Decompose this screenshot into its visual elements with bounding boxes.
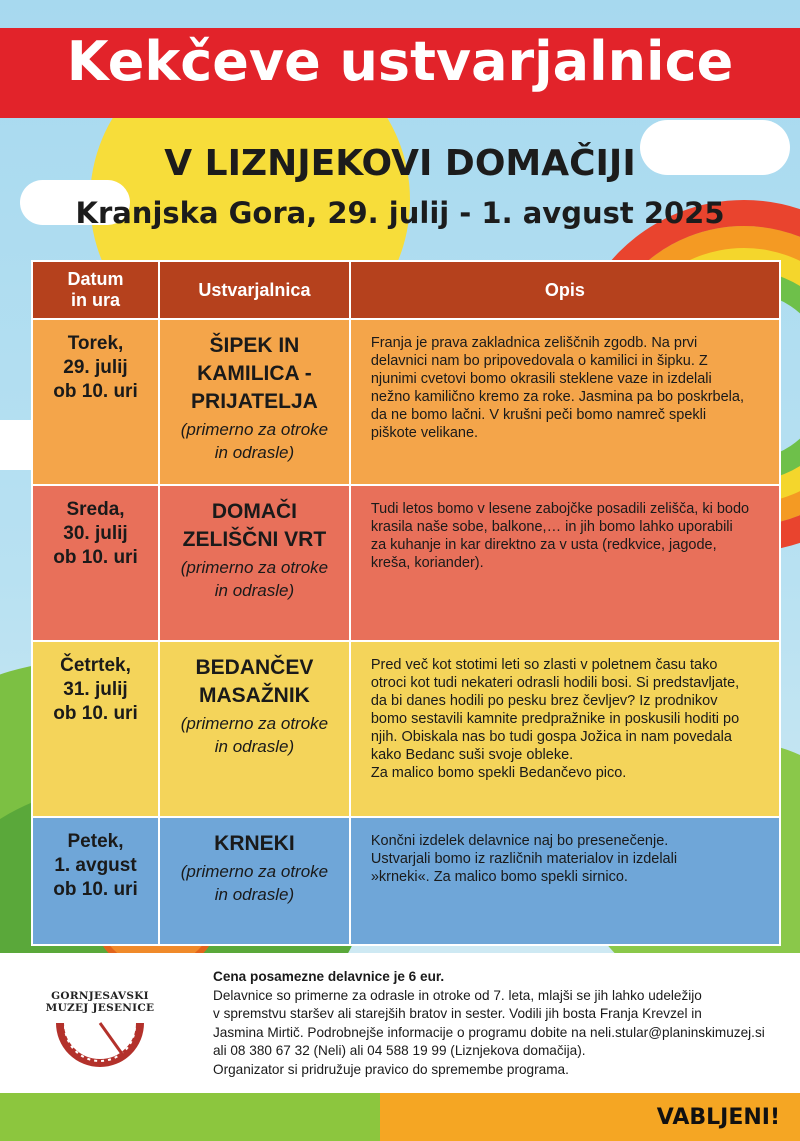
sundial-icon — [55, 1018, 145, 1068]
audience-note: in odrasle) — [214, 885, 295, 904]
audience-note: (primerno za otroke — [180, 862, 329, 881]
description-line: nežno kamilično kremo za roke. Jasmina pa bo poskrbela, — [370, 389, 744, 405]
table-row — [32, 817, 780, 945]
logo-line1: GORNJESAVSKI — [51, 990, 149, 1002]
date-date: 1. avgust — [54, 855, 137, 876]
description-line: da ne bomo lačni. V krušni peči bomo namreč spekli — [370, 407, 707, 423]
description-line: delavnici nam bo pripovedovala o kamilici in šipku. Z — [370, 353, 708, 369]
museum-logo — [40, 990, 160, 1080]
price-note: Cena posamezne delavnice je 6 eur. — [213, 969, 445, 984]
date-date: 30. julij — [63, 523, 128, 544]
info-line: Organizator si pridružuje pravico do spremembe programa. — [213, 1061, 569, 1077]
venue-subtitle: V LIZNJEKOVI DOMAČIJI — [164, 143, 636, 184]
date-cell — [32, 319, 159, 485]
table-row — [32, 319, 780, 485]
column-header-description: Opis — [350, 261, 780, 319]
workshop-name: PRIJATELJA — [191, 390, 318, 413]
workshop-name: DOMAČI — [211, 500, 297, 523]
column-header-date — [32, 261, 159, 319]
workshop-name: KAMILICA - — [197, 362, 312, 385]
date-day: Petek, — [67, 831, 124, 852]
description-line: njih. Obiskala nas bo tudi gospa Jožica in nam povedala — [370, 729, 732, 745]
audience-note: (primerno za otroke — [180, 558, 329, 577]
column-header-workshop: Ustvarjalnica — [159, 261, 350, 319]
workshop-name: BEDANČEV — [195, 656, 314, 679]
workshop-name: ŠIPEK IN — [209, 334, 300, 357]
description-line: Končni izdelek delavnice naj bo presenečenje. — [370, 833, 669, 849]
page-title: Kekčeve ustvarjalnice — [66, 30, 734, 93]
description-cell — [350, 641, 780, 817]
description-cell — [350, 817, 780, 945]
column-header-date-line1: Datum — [67, 269, 124, 289]
table-header-row — [32, 261, 780, 319]
date-date: 29. julij — [63, 357, 128, 378]
workshop-name: KRNEKI — [214, 832, 295, 855]
date-time: ob 10. uri — [53, 879, 138, 900]
description-line: otroci kot tudi nekateri odrasli hodili bosi. Si predstavljate, — [370, 675, 740, 691]
description-line: Franja je prava zakladnica zeliščnih zgodb. Na prvi — [370, 335, 698, 351]
workshop-name: ZELIŠČNI VRT — [182, 528, 327, 551]
workshop-name: MASAŽNIK — [199, 684, 310, 707]
audience-note: (primerno za otroke — [180, 420, 329, 439]
date-time: ob 10. uri — [53, 547, 138, 568]
date-day: Torek, — [67, 333, 124, 354]
description-line: »krneki«. Za malico bomo spekli sirnico. — [370, 869, 628, 885]
description-line: Pred več kot stotimi leti so zlasti v poletnem času tako — [370, 657, 718, 673]
description-cell — [350, 319, 780, 485]
audience-note: in odrasle) — [214, 443, 295, 462]
date-date: 31. julij — [63, 679, 128, 700]
invitation-text: VABLJENI! — [656, 1105, 780, 1130]
workshop-cell — [159, 817, 350, 945]
workshop-cell — [159, 641, 350, 817]
audience-note: (primerno za otroke — [180, 714, 329, 733]
info-line: Delavnice so primerne za odrasle in otroke od 7. leta, mlajši se jih lahko udeležijo — [213, 987, 702, 1003]
info-line: Jasmina Mirtič. Podrobnejše informacije o programu dobite na neli.stular@planinskimuzej.si — [213, 1024, 765, 1040]
description-line: Tudi letos bomo v lesene zabojčke posadili zelišča, ki bodo — [370, 501, 750, 517]
date-day: Četrtek, — [60, 655, 131, 676]
date-cell — [32, 641, 159, 817]
audience-note: in odrasle) — [214, 737, 295, 756]
date-time: ob 10. uri — [53, 381, 138, 402]
info-line: ali 08 380 67 32 (Neli) ali 04 588 19 99 (Liznjekova domačija). — [213, 1043, 586, 1059]
table-row — [32, 641, 780, 817]
info-line: v spremstvu staršev ali starejših bratov in sester. Vodili jih bosta Franja Krevzel in — [213, 1006, 702, 1022]
info-text — [213, 968, 798, 1080]
description-line: bomo sestavili kamnite predpražnike in poskusili hoditi po — [370, 711, 740, 727]
description-line: da bi danes hodili po pesku brez čevljev? Iz prodnikov — [370, 693, 718, 709]
description-line: Ustvarjali bomo iz različnih materialov in izdelali — [370, 851, 678, 867]
description-cell — [350, 485, 780, 641]
description-line: piškote velikane. — [370, 425, 479, 441]
description-line: za kuhanje in kar direktno za v usta (redkvice, jagode, — [370, 537, 717, 553]
location-dates: Kranjska Gora, 29. julij - 1. avgust 2025 — [75, 196, 725, 230]
date-day: Sreda, — [66, 499, 125, 520]
description-line: krasila naše sobe, balkone,… in jih bomo lahko uporabili — [370, 519, 733, 535]
audience-note: in odrasle) — [214, 581, 295, 600]
table-row — [32, 485, 780, 641]
description-line: Za malico bomo spekli Bedančevo pico. — [370, 765, 627, 781]
date-time: ob 10. uri — [53, 703, 138, 724]
date-cell — [32, 485, 159, 641]
logo-line2: MUZEJ JESENICE — [45, 1002, 155, 1014]
description-line: kreša, koriander). — [370, 555, 484, 571]
schedule-table — [31, 260, 781, 946]
description-line: njunimi cvetovi bomo okrasili steklene vaze in izdelali — [370, 371, 712, 387]
description-line: kako Bedanc suši svoje obleke. — [370, 747, 574, 763]
date-cell — [32, 817, 159, 945]
workshop-cell — [159, 319, 350, 485]
column-header-date-line2: in ura — [70, 290, 120, 310]
workshop-cell — [159, 485, 350, 641]
